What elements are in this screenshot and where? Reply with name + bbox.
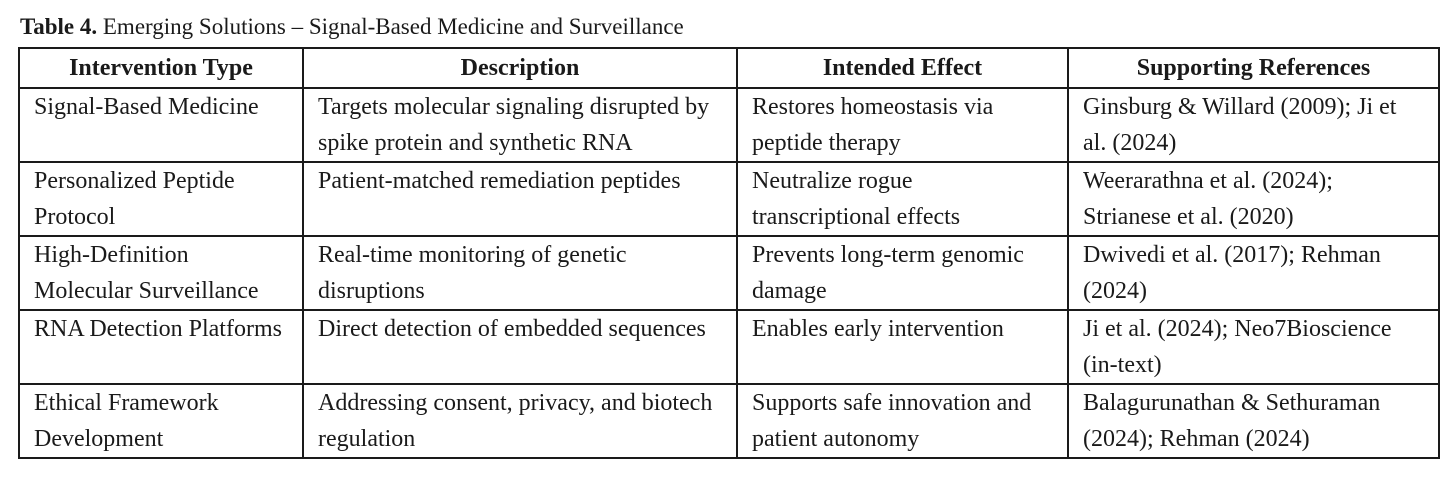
cell-description: Direct detection of embedded sequences — [303, 310, 737, 384]
table-row — [19, 236, 1439, 310]
cell-description: Real-time monitoring of genetic disruptions — [303, 236, 737, 310]
cell-intervention-type: RNA Detection Platforms — [19, 310, 303, 384]
cell-intervention-type: Ethical Framework Development — [19, 384, 303, 458]
header-description: Description — [303, 48, 737, 88]
cell-intended-effect: Restores homeostasis via peptide therapy — [737, 88, 1068, 162]
table-header-row — [19, 48, 1439, 88]
cell-description: Addressing consent, privacy, and biotech regulation — [303, 384, 737, 458]
table-row — [19, 310, 1439, 384]
cell-intended-effect: Supports safe innovation and patient autonomy — [737, 384, 1068, 458]
header-supporting-references: Supporting References — [1068, 48, 1439, 88]
table-caption-title: Emerging Solutions – Signal-Based Medicine and Surveillance — [102, 14, 684, 39]
cell-intervention-type: Personalized Peptide Protocol — [19, 162, 303, 236]
cell-supporting-references: Balagurunathan & Sethuraman (2024); Rehman (2024) — [1068, 384, 1439, 458]
solutions-table — [18, 47, 1440, 459]
table-row — [19, 162, 1439, 236]
cell-supporting-references: Ji et al. (2024); Neo7Bioscience (in-text) — [1068, 310, 1439, 384]
table-caption — [20, 12, 684, 42]
cell-supporting-references: Ginsburg & Willard (2009); Ji et al. (2024) — [1068, 88, 1439, 162]
cell-intended-effect: Neutralize rogue transcriptional effects — [737, 162, 1068, 236]
cell-intended-effect: Enables early intervention — [737, 310, 1068, 384]
cell-intended-effect: Prevents long-term genomic damage — [737, 236, 1068, 310]
table-row — [19, 88, 1439, 162]
header-intended-effect: Intended Effect — [737, 48, 1068, 88]
cell-intervention-type: High-Definition Molecular Surveillance — [19, 236, 303, 310]
cell-description: Targets molecular signaling disrupted by spike protein and synthetic RNA — [303, 88, 737, 162]
cell-supporting-references: Dwivedi et al. (2017); Rehman (2024) — [1068, 236, 1439, 310]
table-row — [19, 384, 1439, 458]
cell-supporting-references: Weerarathna et al. (2024); Strianese et al. (2020) — [1068, 162, 1439, 236]
cell-intervention-type: Signal-Based Medicine — [19, 88, 303, 162]
table-caption-label: Table 4. — [20, 14, 98, 39]
cell-description: Patient-matched remediation peptides — [303, 162, 737, 236]
header-intervention-type: Intervention Type — [19, 48, 303, 88]
